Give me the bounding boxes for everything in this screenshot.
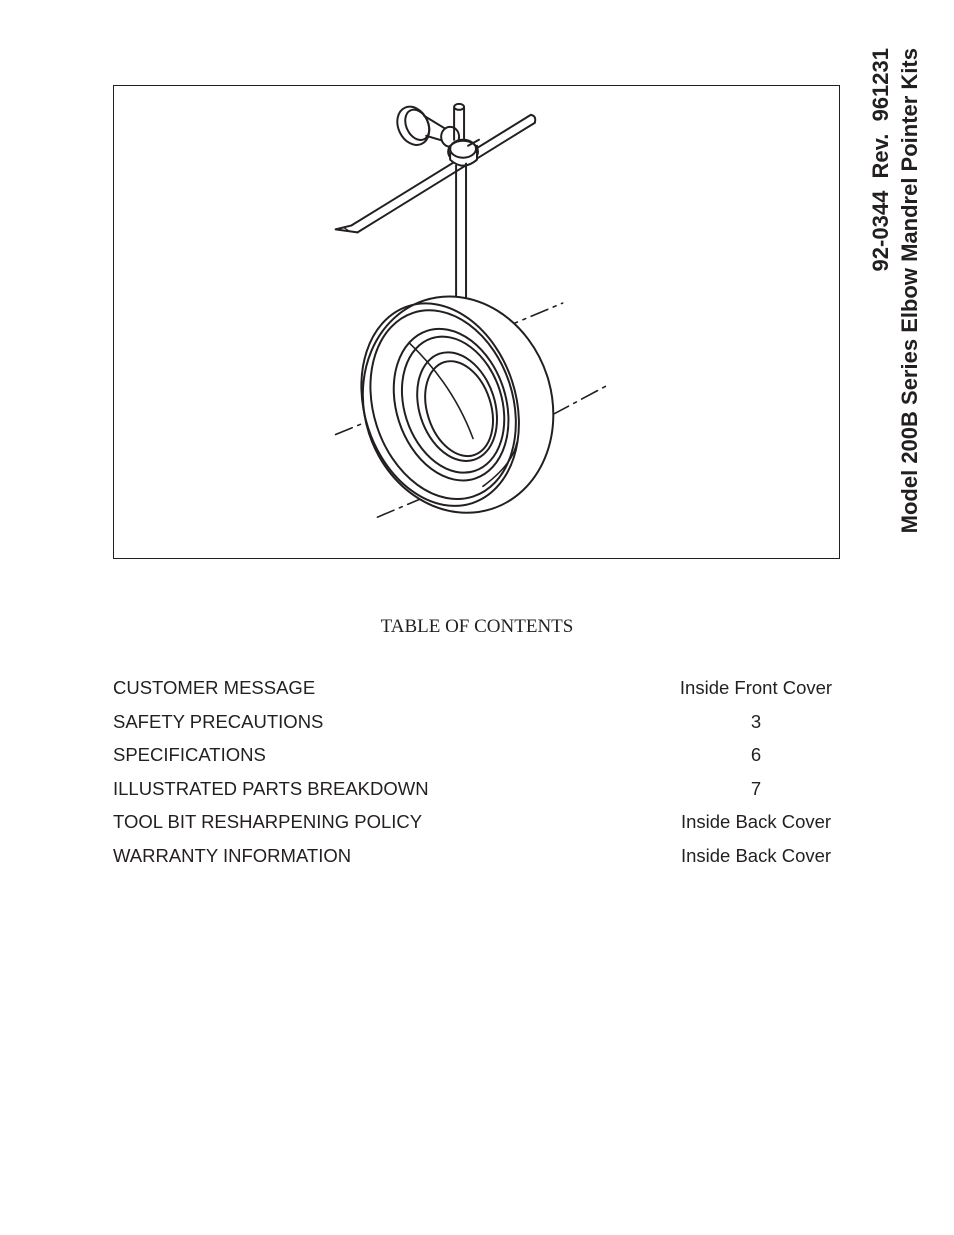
toc-entry-page: Inside Back Cover — [680, 811, 832, 833]
document-side-title — [868, 48, 930, 588]
toc-entry — [113, 710, 841, 744]
adjusting-knob — [391, 101, 459, 150]
toc-entry-title: CUSTOMER MESSAGE — [113, 677, 316, 698]
toc-entry-title: TOOL BIT RESHARPENING POLICY — [113, 811, 423, 833]
toc-entry-page: Inside Back Cover — [680, 844, 832, 866]
clamp-block — [448, 140, 479, 166]
mandrel-pointer-illustration — [114, 86, 839, 558]
toc-entry — [113, 844, 841, 878]
toc-entry-page: 7 — [750, 777, 762, 799]
toc-entry — [113, 810, 841, 844]
toc-entry-page: Inside Front Cover — [679, 677, 833, 698]
toc-entry-page: 6 — [750, 744, 762, 766]
toc-entry-title: ILLUSTRATED PARTS BREAKDOWN — [113, 777, 429, 799]
toc-entry-page: 3 — [750, 710, 762, 732]
figure-frame — [113, 85, 840, 559]
product-name: Model 200B Series Elbow Mandrel Pointer Kits — [897, 48, 922, 534]
toc-entry-title: WARRANTY INFORMATION — [113, 844, 352, 866]
table-of-contents — [113, 676, 841, 878]
toc-entry-title: SAFETY PRECAUTIONS — [113, 710, 324, 732]
pointer-rod — [336, 115, 536, 233]
document-number: 92-0344 Rev. 961231 — [868, 48, 893, 272]
toc-entry — [113, 743, 841, 777]
toc-entry — [113, 777, 841, 811]
toc-heading: TABLE OF CONTENTS — [380, 616, 574, 637]
toc-entry-title: SPECIFICATIONS — [113, 744, 266, 766]
toc-entry — [113, 676, 841, 710]
